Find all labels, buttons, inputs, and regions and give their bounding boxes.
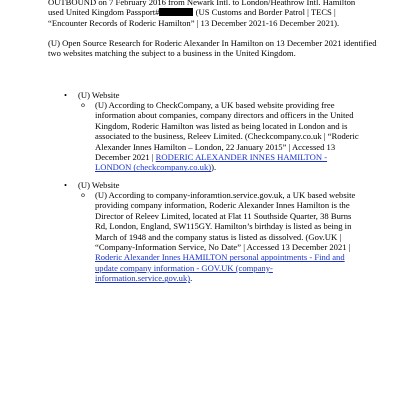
travel-line-2	[48, 7, 368, 17]
checkcompany-link[interactable]: RODERIC ALEXANDER INNES HAMILTON - LONDON (checkcompany.co.uk)	[95, 152, 328, 173]
gov-uk-text: (U) According to company-inforamtion.service.gov.uk, a UK based website providing company information, Roderic Alexander Innes Hamilton is the Director of Releev Limited, located at Flat 11 Southside Quarter, 38 Burns Rd, London, England, SW115GY. Hamilton’s birthday is listed as being in March of 1948 and the company status is listed as dissolved. (Gov.UK | “Company-Information Service, No Date” | Accessed 13 December 2021 |	[95, 190, 356, 253]
sub-bullet-icon: o	[81, 191, 85, 199]
bullet-icon: •	[64, 180, 68, 190]
travel-line-3: “Encounter Records of Roderic Hamilton” | 13 December 2021-16 December 2021).	[48, 17, 340, 28]
gov-uk-tail: .	[190, 273, 193, 284]
research-paragraph: (U) Open Source Research for Roderic Alexander In Hamilton on 13 December 2021 identified two websites matching the subject to a business in the United Kingdom.	[48, 38, 377, 59]
passport-source: (US Customs and Border Patrol | TECS |	[193, 7, 336, 18]
bullet-label: (U) Website	[78, 90, 120, 100]
checkcompany-tail: ).	[211, 162, 217, 173]
sub-bullet-icon: o	[81, 101, 85, 109]
sub-item-gov-uk	[81, 190, 360, 284]
sub-item-text	[95, 100, 360, 173]
travel-line-1: OUTBOUND on 7 February 2016 from Newark Intl. to London/Heathrow Intl. Hamilton	[48, 0, 356, 7]
checkcompany-text: (U) According to CheckCompany, a UK based website providing free information about companies, company directors and officers in the United Kingdom, Roderic Hamilton was listed as being located in London and is associated to the business, Releev Limited. (Checkcompany.co.uk | “Roderic Alexander Innes Hamilton – London, 22 January 2015” | Accessed 13 December 2021 |	[95, 100, 359, 163]
redaction-box	[159, 8, 193, 16]
gov-uk-link[interactable]: Roderic Alexander Innes HAMILTON personal appointments - Find and update company information - GOV.UK (company-information.service.gov.uk)	[95, 252, 345, 284]
sub-item-checkcompany	[81, 100, 360, 173]
bullet-icon: •	[64, 90, 68, 100]
bullet-label: (U) Website	[78, 180, 120, 190]
sub-item-text	[95, 190, 360, 284]
travel-record-paragraph	[48, 0, 368, 28]
passport-label: used United Kingdom Passport#	[48, 7, 160, 18]
